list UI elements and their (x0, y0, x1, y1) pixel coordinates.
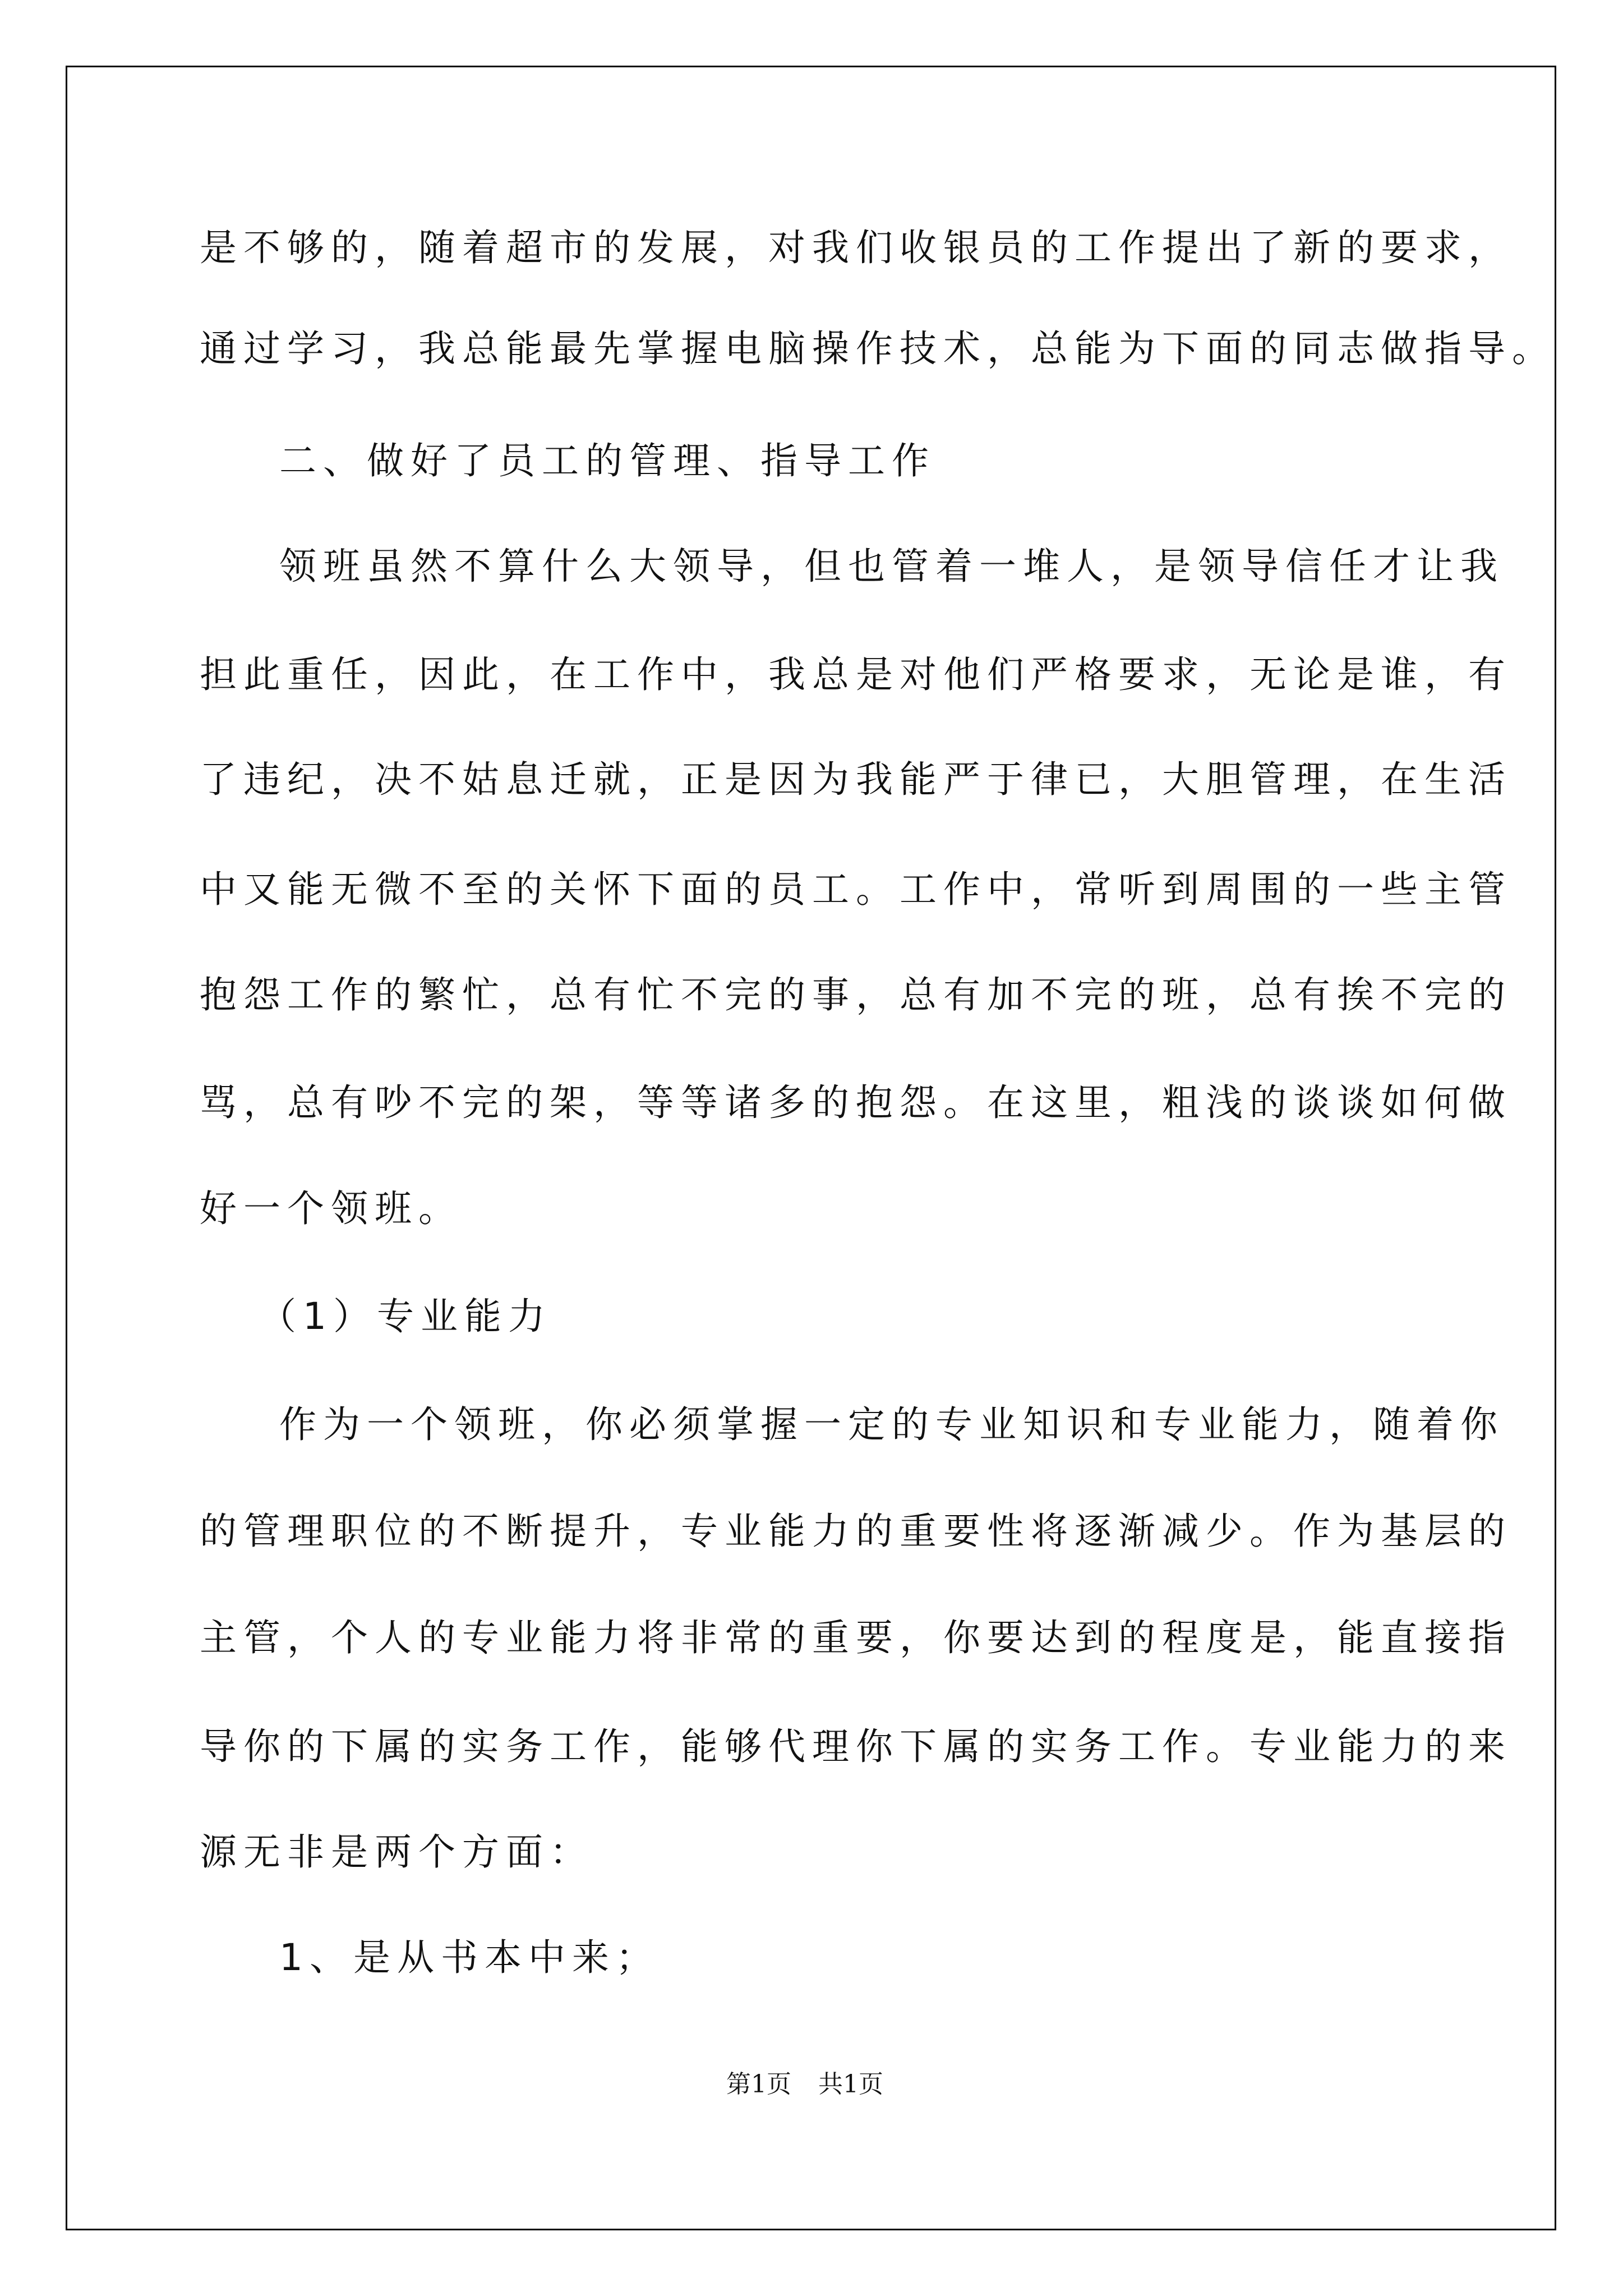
page-footer (726, 2069, 883, 2100)
page-border (66, 66, 1556, 2230)
section-heading: （1）专业能力 (259, 1295, 552, 1338)
section-heading: 二、做好了员工的管理、指导工作 (279, 439, 935, 482)
text-line: 作为一个领班，你必须掌握一定的专业知识和专业能力，随着你 (279, 1403, 1504, 1446)
text-line: 担此重任，因此，在工作中，我总是对他们严格要求，无论是谁，有 (200, 653, 1512, 696)
text-line: 1、是从书本中来； (279, 1936, 660, 1979)
text-line: 是不够的，随着超市的发展，对我们收银员的工作提出了新的要求， (200, 226, 1512, 269)
text-line: 抱怨工作的繁忙，总有忙不完的事，总有加不完的班，总有挨不完的 (200, 973, 1512, 1016)
text-line: 骂，总有吵不完的架，等等诸多的抱怨。在这里，粗浅的谈谈如何做 (200, 1081, 1512, 1124)
text-line: 的管理职位的不断提升，专业能力的重要性将逐渐减少。作为基层的 (200, 1510, 1512, 1553)
text-line: 好一个领班。 (200, 1187, 462, 1230)
text-line: 导你的下属的实务工作，能够代理你下属的实务工作。专业能力的来 (200, 1725, 1512, 1768)
text-line: 源无非是两个方面： (200, 1830, 593, 1874)
page-number: 第1页 (726, 2070, 791, 2099)
text-line: 领班虽然不算什么大领导，但也管着一堆人，是领导信任才让我 (279, 545, 1504, 588)
text-line: 了违纪，决不姑息迁就，正是因为我能严于律已，大胆管理，在生活 (200, 758, 1512, 801)
text-line: 通过学习，我总能最先掌握电脑操作技术，总能为下面的同志做指导。 (200, 327, 1556, 370)
text-line: 主管，个人的专业能力将非常的重要，你要达到的程度是，能直接指 (200, 1616, 1512, 1659)
text-line: 中又能无微不至的关怀下面的员工。工作中，常听到周围的一些主管 (200, 868, 1512, 911)
page-total: 共1页 (818, 2070, 883, 2099)
